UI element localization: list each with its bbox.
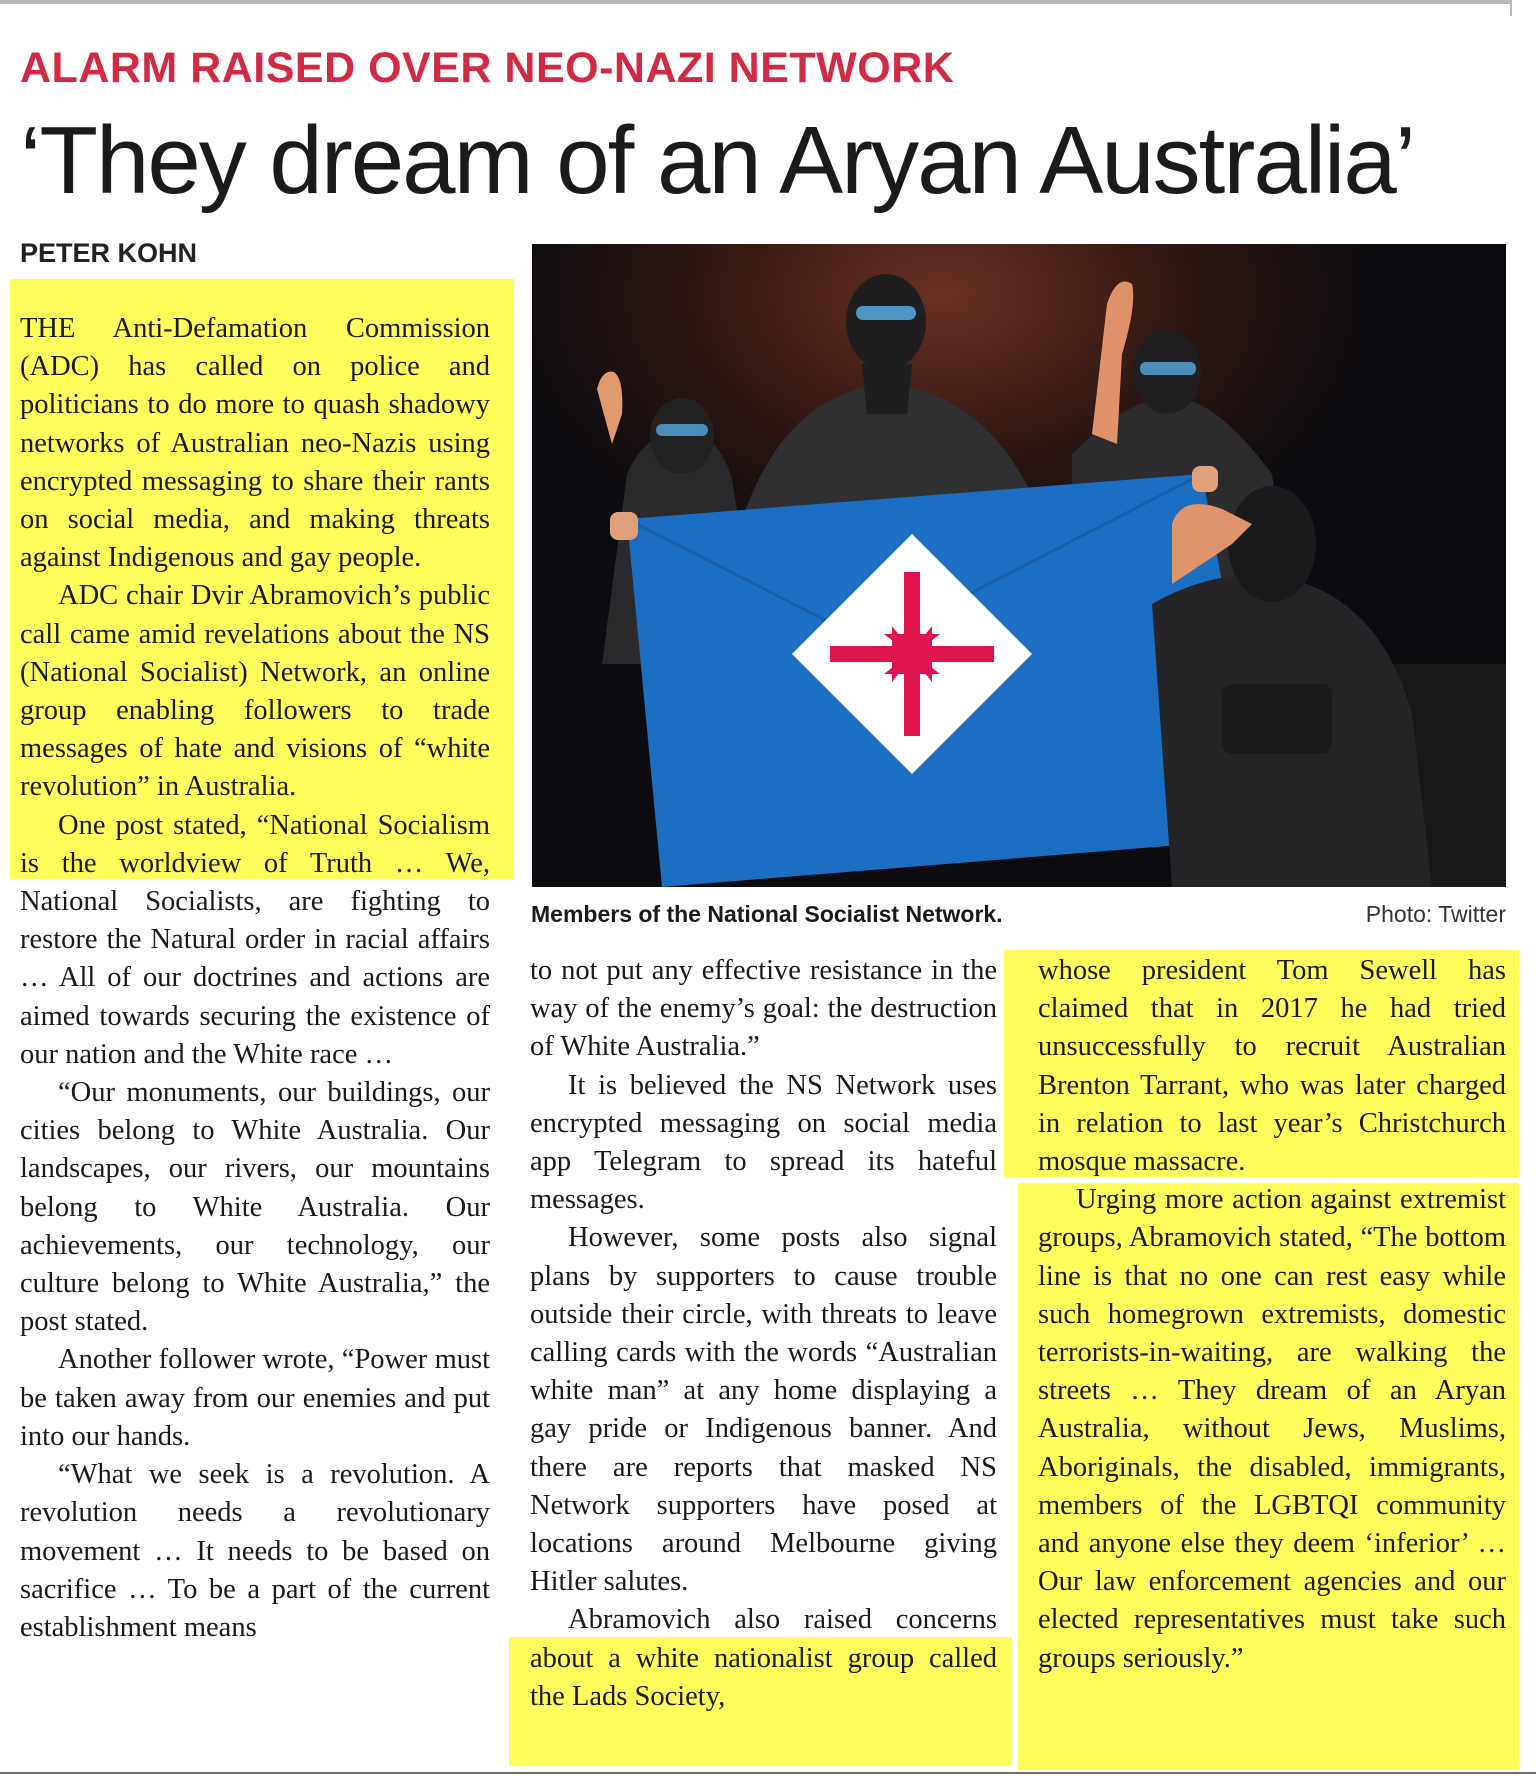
article-kicker: ALARM RAISED OVER NEO-NAZI NETWORK bbox=[20, 44, 955, 92]
paragraph: Another follower wrote, “Power must be taken away from our enemies and put into our hands. bbox=[20, 1344, 490, 1452]
paragraph: ADC chair Dvir Abramovich’s public call came amid revelations about the NS (National Socialist) Network, an online group enabling followers to trade messages of hate and visions of “white revolution” in Australia. bbox=[20, 580, 490, 803]
photo-credit: Photo: Twitter bbox=[1365, 901, 1506, 927]
article-headline: ‘They dream of an Aryan Australia’ bbox=[20, 107, 1415, 214]
paragraph: THE Anti-Defamation Commission (ADC) has called on police and politicians to do more to quash shadowy networks of Australian neo-Nazis using encrypted messaging to share their rants on social media, and making threats against Indigenous and gay people. bbox=[20, 313, 490, 574]
photo-caption: Members of the National Socialist Network. bbox=[531, 901, 1003, 927]
paragraph: However, some posts also signal plans by supporters to cause trouble outside their circle, with threats to leave calling cards with the words “Australian white man” at any home displaying a gay pride or Indigenous banner. And there are reports that masked NS Network supporters have posed at locations around Melbourne giving Hitler salutes. bbox=[530, 1222, 997, 1598]
paragraph: One post stated, “National Socialism is the worldview of Truth … We, National Socialists, are fighting to restore the Natural order in racial affairs … All of our doctrines and actions are aimed towards securing the existence of our nation and the White race … bbox=[20, 809, 490, 1070]
flag-icon bbox=[610, 466, 1252, 887]
paragraph: to not put any effective resistance in the way of the enemy’s goal: the destruction of White Australia.” bbox=[530, 955, 997, 1063]
article-column-middle bbox=[530, 952, 997, 1716]
paragraph: “Our monuments, our buildings, our cities belong to White Australia. Our landscapes, our rivers, our mountains belong to White Australia. Our achievements, our technology, our culture belong to White Australia,” the post stated. bbox=[20, 1077, 490, 1338]
article-byline: PETER KOHN bbox=[20, 238, 198, 268]
paragraph: It is believed the NS Network uses encrypted messaging on social media app Telegram to spread its hateful messages. bbox=[530, 1069, 997, 1216]
paragraph: whose president Tom Sewell has claimed that in 2017 he had tried unsuccessfully to recruit Australian Brenton Tarrant, who was later charged in relation to last year’s Christchurch mosque massacre. bbox=[1038, 955, 1506, 1178]
page-top-rule bbox=[0, 0, 1510, 4]
paragraph: Urging more action against extremist groups, Abramovich stated, “The bottom line is that no one can rest easy while such homegrown extremists, domestic terrorists-in-waiting, are walking the streets … They dream of an Aryan Australia, without Jews, Muslims, Aboriginals, the disabled, immigrants, members of the LGBTQI community and anyone else they deem ‘inferior’ … Our law enforcement agencies and our elected representatives must take such groups seriously.” bbox=[1038, 1184, 1506, 1674]
page-bottom-rule bbox=[0, 1772, 1536, 1774]
article-column-left bbox=[20, 310, 490, 1647]
article-photo bbox=[532, 244, 1506, 887]
article-column-right bbox=[1038, 952, 1506, 1678]
paragraph: Abramovich also raised concerns about a white nationalist group called the Lads Society, bbox=[530, 1604, 997, 1712]
paragraph: “What we seek is a revolution. A revolution needs a revolutionary movement … It needs to be based on sacrifice … To be a part of the current establishment means bbox=[20, 1459, 490, 1643]
page-corner-rule bbox=[1510, 0, 1512, 16]
